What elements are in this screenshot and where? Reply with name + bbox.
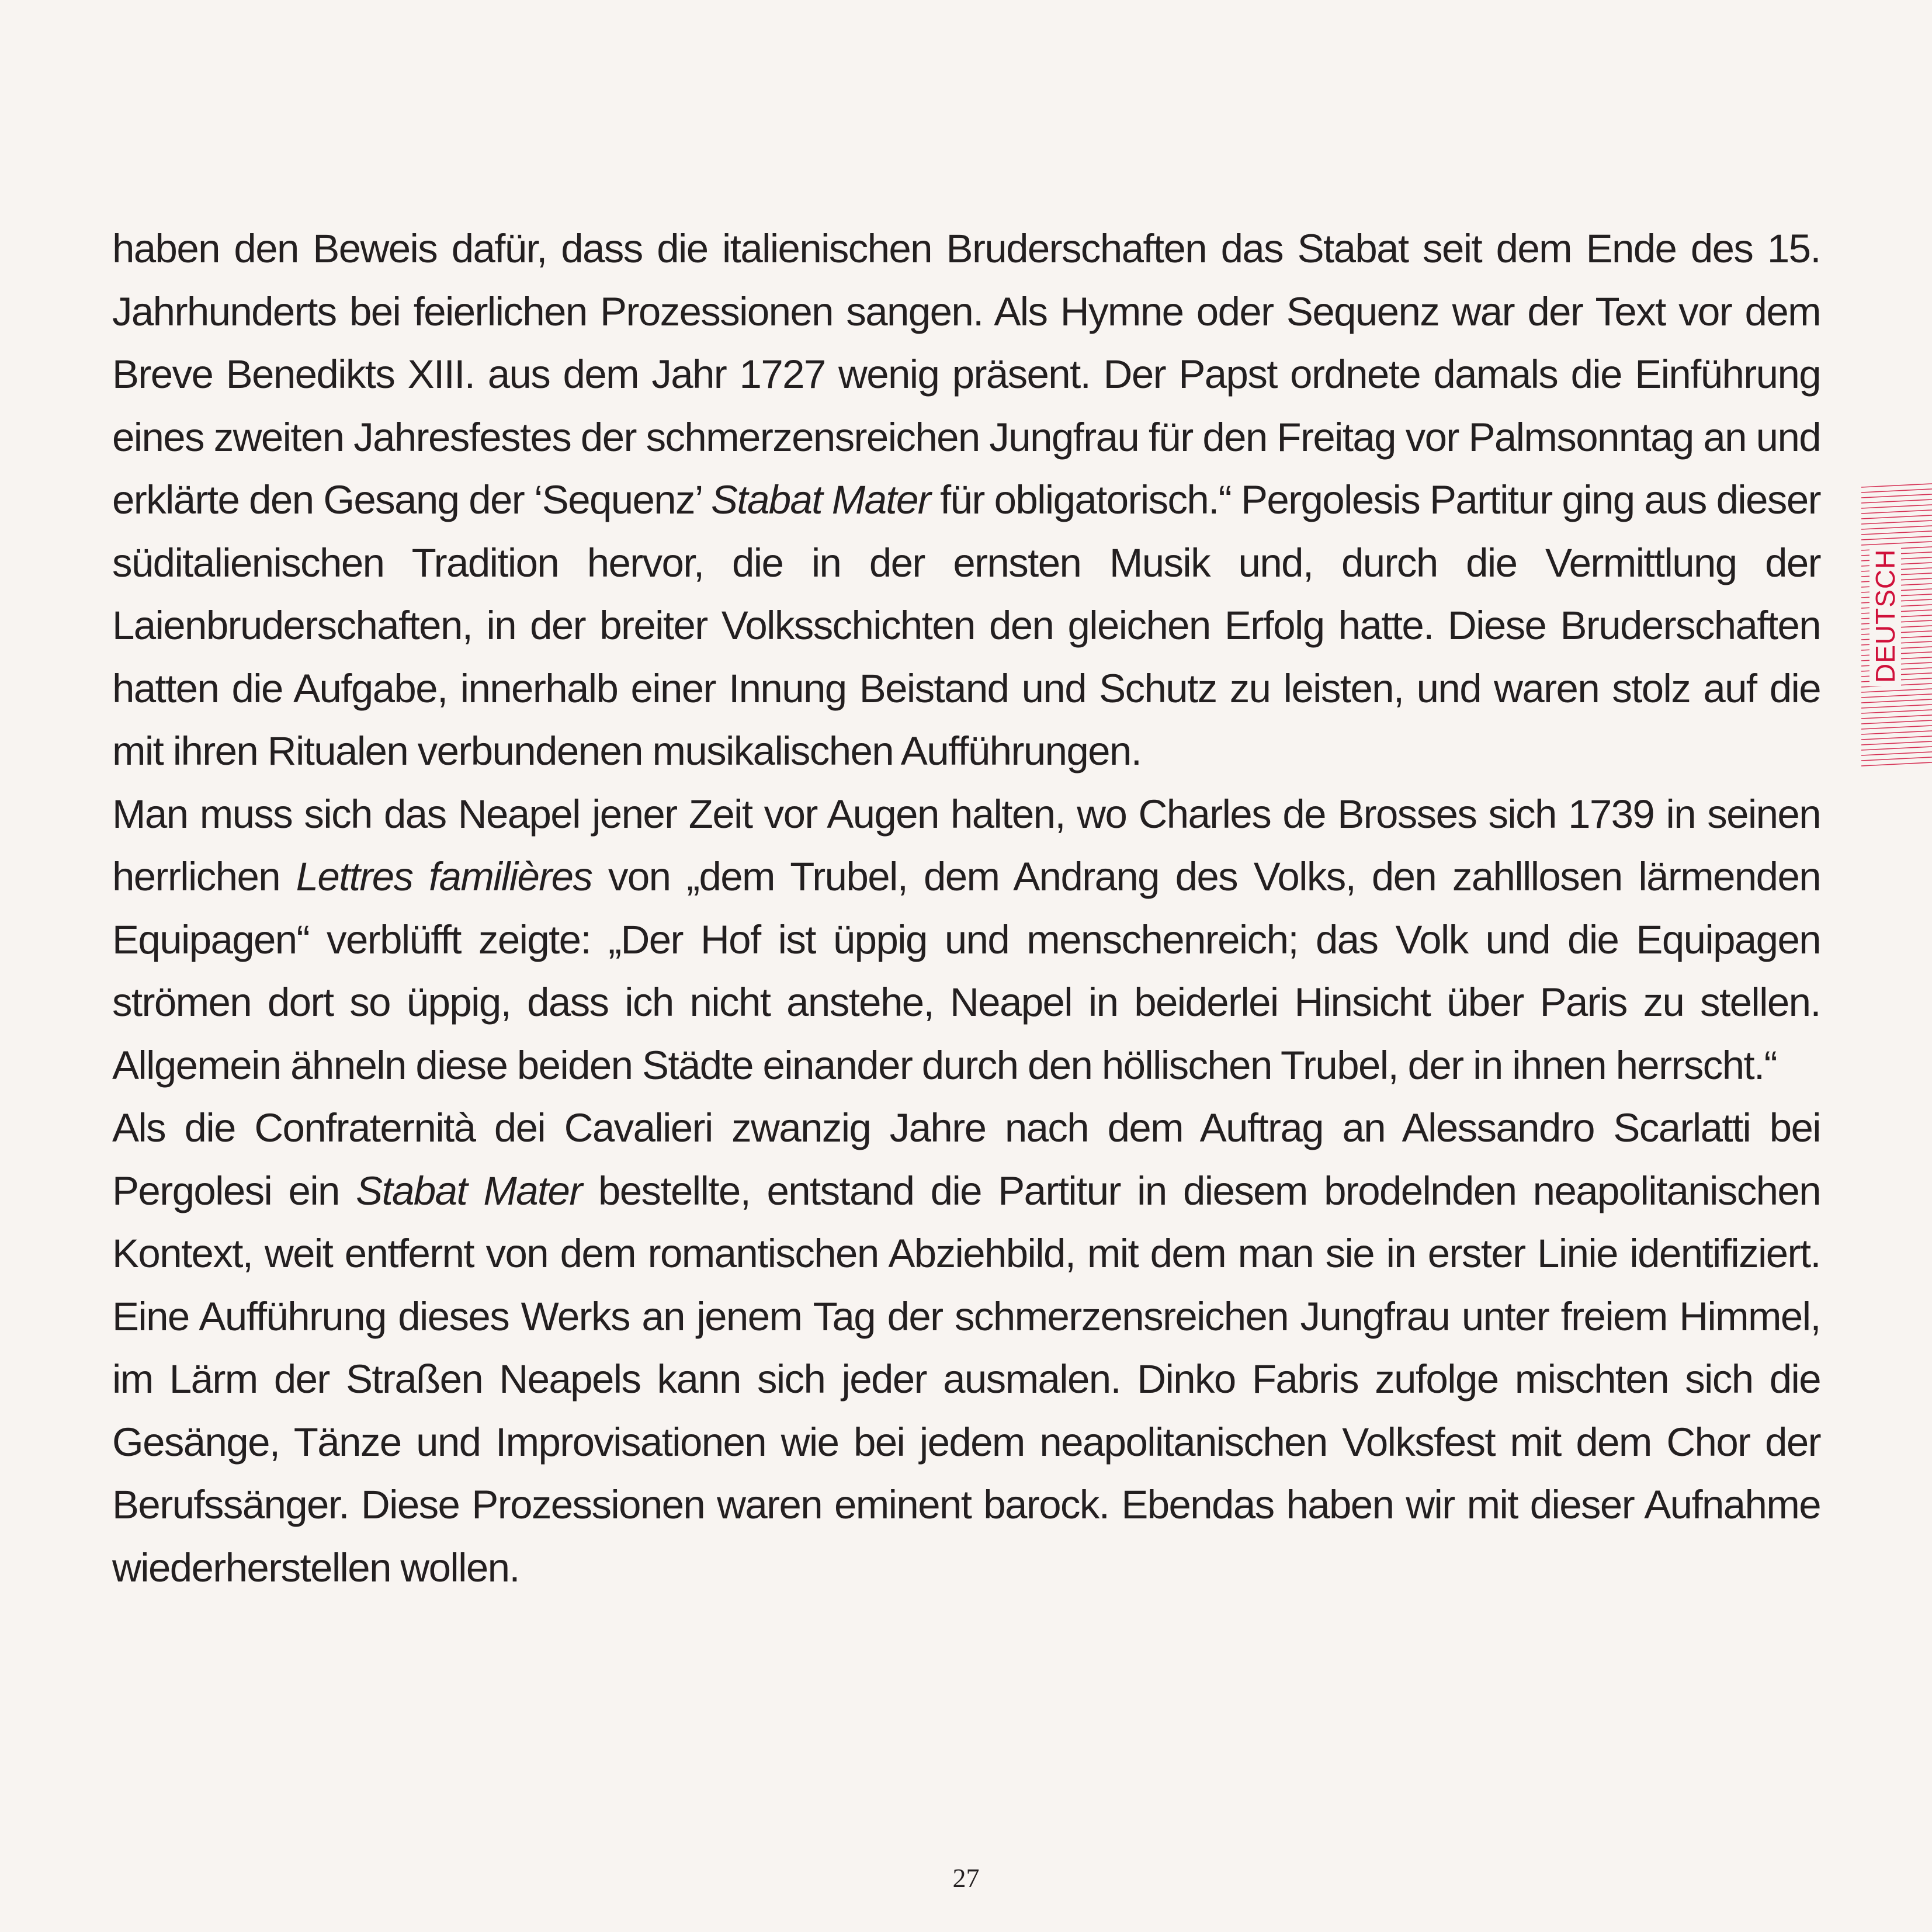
text-run: Man muss sich das Neapel jener Zeit vor Augen halten, wo Charles de Brosses sich 1739 in seinen herrlichen (112, 791, 1820, 899)
italic-title: Stabat Mater (711, 477, 931, 522)
hatch-line (1861, 736, 1932, 740)
hatch-line (1861, 536, 1932, 540)
text-run: haben den Beweis dafür, dass die italienischen Bruderschaften das Stabat seit dem Ende des 15. Jahrhunderts bei feierlichen Prozessionen sangen. Als Hymne oder Sequenz war der Text vor dem Breve Benedikts XIII. aus dem Jahr 1727 wenig präsent. Der Papst ordnete damals die Einführung eines zweiten Jahresfestes der schmerzensreichen Jungfrau für den Freitag vor Palmsonntag an und erklärte den Gesang der ‘Sequenz’ (112, 226, 1820, 522)
hatch-line (1861, 710, 1932, 713)
hatch-line (1861, 515, 1932, 519)
text-run: von „dem Trubel, dem Andrang des Volks, den zahlllosen lärmenden Equipagen“ verblüfft zeigte: „Der Hof ist üppig und menschenreich; das Volk und die Equipagen strömen dort so üppig, dass ich nicht anstehe, Neapel in beiderlei Hinsicht über Paris zu stellen. Allgemein ähneln diese beiden Städte einander durch den höllischen Trubel, der in ihnen herrscht.“ (112, 854, 1820, 1088)
text-run: für obligatorisch.“ Pergolesis Partitur ging aus dieser süditalienischen Tradition hervor, die in der ernsten Musik und, durch die Vermittlung der Laienbruderschaften, in der breiter Volksschichten den gleichen Erfolg hatte. Diese Bruderschaften hatten die Aufgabe, innerhalb einer Innung Beistand und Schutz zu leisten, und waren stolz auf die mit ihren Ritualen verbundenen musikalischen Aufführungen. (112, 477, 1820, 774)
paragraph (112, 783, 1820, 1097)
hatch-line (1861, 510, 1932, 514)
hatch-line (1861, 762, 1932, 766)
hatch-line (1861, 726, 1932, 729)
hatch-line (1861, 521, 1932, 524)
paragraph (112, 1097, 1820, 1599)
hatch-line (1861, 689, 1932, 692)
text-run: Als die Confraternità dei Cavalieri zwanzig Jahre nach dem Auftrag an Alessandro Scarlatti bei Pergolesi ein (112, 1105, 1820, 1213)
hatch-line (1861, 715, 1932, 719)
hatch-line (1861, 489, 1932, 492)
hatch-line (1861, 747, 1932, 750)
hatch-line (1861, 705, 1932, 708)
body-text (112, 217, 1820, 1599)
hatch-line (1861, 542, 1932, 545)
hatch-line (1861, 741, 1932, 745)
page-number: 27 (952, 1863, 980, 1893)
language-label: DEUTSCH (1869, 546, 1901, 686)
hatch-line (1861, 494, 1932, 498)
hatch-line (1861, 500, 1932, 503)
text-run: bestellte, entstand die Partitur in diesem brodelnden neapolitanischen Kontext, weit entfernt von dem romantischen Abziehbild, mit dem man sie in erster Linie identifiziert. Eine Aufführung dieses Werks an jenem Tag der schmerzensreichen Jungfrau unter freiem Himmel, im Lärm der Straßen Neapels kann sich jeder ausmalen. Dinko Fabris zufolge mischten sich die Gesänge, Tänze und Improvisationen wie bei jedem neapolitanischen Volksfest mit dem Chor der Berufssänger. Diese Prozessionen waren eminent barock. Ebendas haben wir mit dieser Aufnahme wiederherstellen wollen. (112, 1168, 1820, 1590)
italic-title: Stabat Mater (356, 1168, 582, 1213)
hatch-line (1861, 720, 1932, 724)
hatch-line (1861, 526, 1932, 529)
hatch-line (1861, 531, 1932, 535)
hatch-line (1861, 752, 1932, 755)
italic-title: Lettres familières (296, 854, 592, 899)
hatch-line (1861, 694, 1932, 698)
paragraph (112, 217, 1820, 783)
hatch-line (1861, 484, 1932, 487)
hatch-line (1861, 757, 1932, 761)
hatch-line (1861, 505, 1932, 508)
hatch-line (1861, 731, 1932, 734)
hatch-line (1861, 699, 1932, 703)
